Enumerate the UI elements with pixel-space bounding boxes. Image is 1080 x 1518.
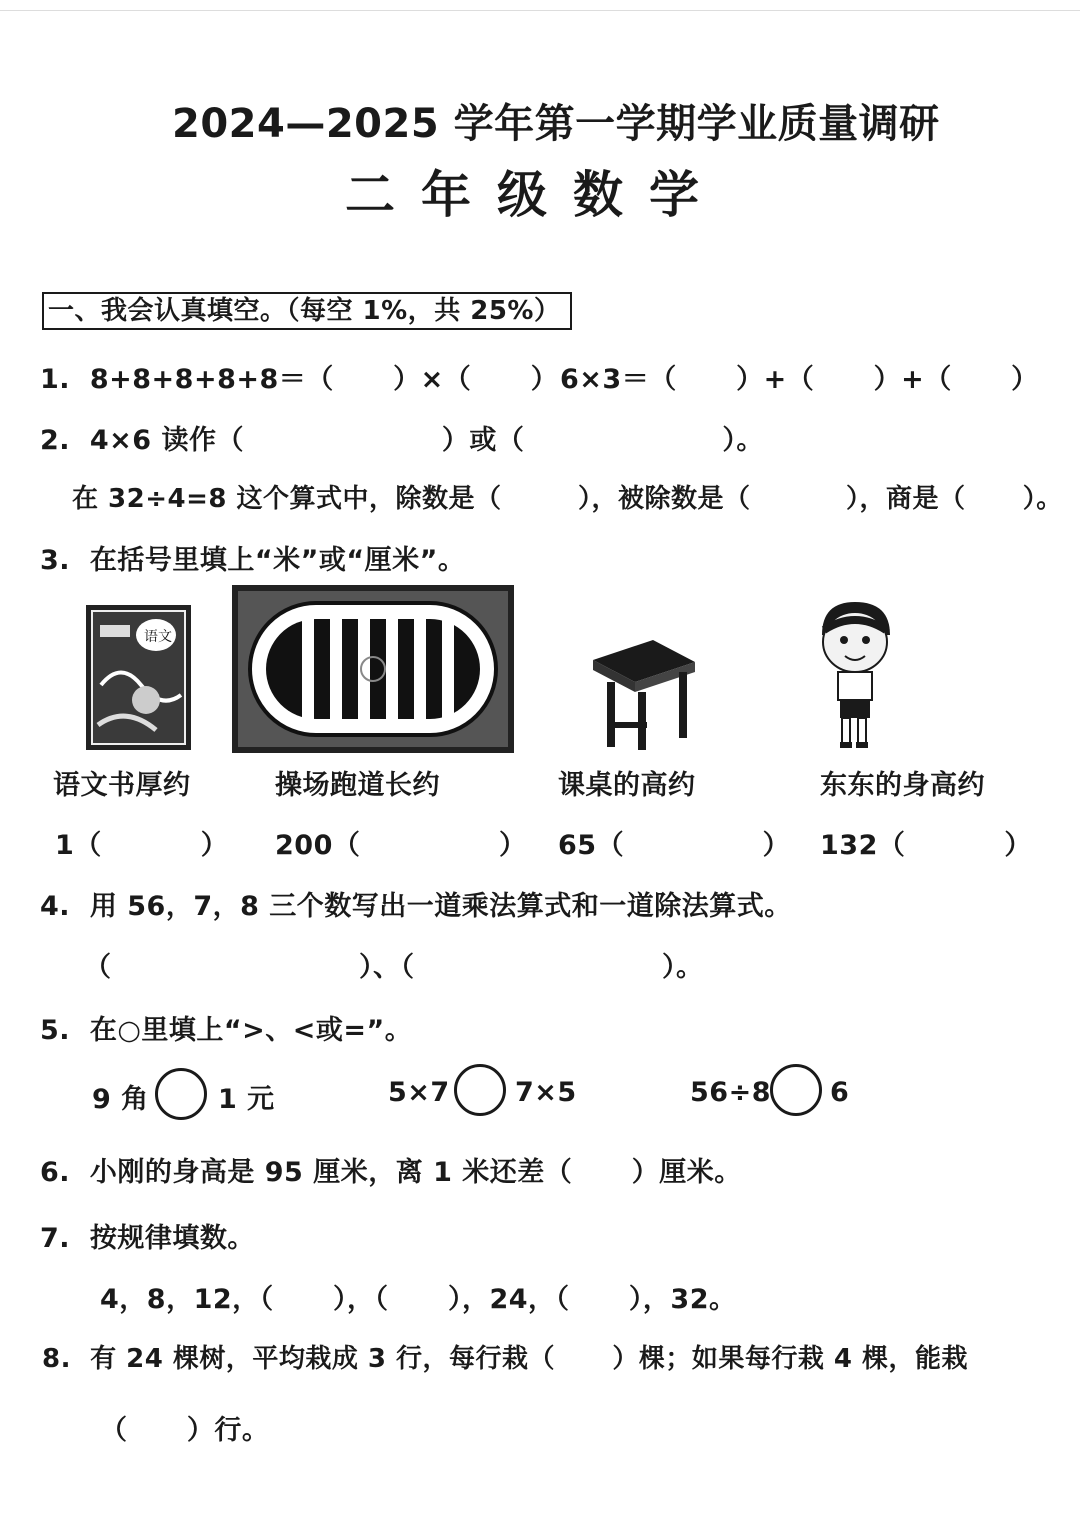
compare-right: 7×5: [515, 1077, 577, 1108]
exam-subject: 二年级数学: [345, 166, 725, 224]
section-heading: 一、我会认真填空。（每空 1%，共 25%）: [42, 292, 572, 330]
compare-circle[interactable]: [770, 1064, 822, 1116]
item-caption: 操场跑道长约: [275, 770, 440, 801]
boy-dongdong-image: [812, 600, 898, 750]
question-8-line2: （ ）行。: [100, 1415, 270, 1446]
question-4-blanks: （ ）、（ ）。: [84, 952, 704, 983]
question-7-sequence: 4，8，12，（ ），（ ），24，（ ），32。: [100, 1284, 737, 1315]
page-top-edge: [0, 0, 1080, 11]
svg-text:语文: 语文: [144, 629, 172, 645]
question-7-prompt: 7. 按规律填数。: [40, 1223, 255, 1254]
question-3-prompt: 3. 在括号里填上“米”或“厘米”。: [40, 545, 466, 576]
compare-circle[interactable]: [155, 1068, 207, 1120]
question-2-line1: 2. 4×6 读作（ ）或（ ）。: [40, 425, 764, 456]
item-caption: 课桌的高约: [558, 770, 696, 801]
compare-left: 9 角: [92, 1084, 149, 1115]
running-track-image: [232, 585, 514, 753]
question-1-right: 6×3＝（ ）+（ ）+（ ）: [560, 364, 1039, 395]
question-5-prompt: 5. 在○里填上“>、<或=”。: [40, 1015, 413, 1046]
item-answer: 200（ ）: [275, 830, 527, 861]
question-8-line1: 8. 有 24 棵树，平均栽成 3 行，每行栽（ ）棵；如果每行栽 4 棵，能栽: [42, 1344, 969, 1374]
exam-title: 2024—2025 学年第一学期学业质量调研: [172, 101, 940, 147]
item-answer: 132（ ）: [820, 830, 1032, 861]
item-answer: 65（ ）: [558, 830, 791, 861]
item-caption: 语文书厚约: [53, 770, 191, 801]
question-2-line2: 在 32÷4=8 这个算式中，除数是（ ），被除数是（ ），商是（ ）。: [72, 484, 1063, 514]
item-answer: 1（ ）: [55, 830, 229, 861]
compare-circle[interactable]: [454, 1064, 506, 1116]
school-desk-image: [583, 640, 698, 752]
compare-left: 5×7: [388, 1077, 450, 1108]
item-caption: 东东的身高约: [820, 770, 985, 801]
question-4-prompt: 4. 用 56，7，8 三个数写出一道乘法算式和一道除法算式。: [40, 891, 792, 922]
question-6: 6. 小刚的身高是 95 厘米，离 1 米还差（ ）厘米。: [40, 1157, 742, 1188]
chinese-book-image: [86, 605, 191, 750]
compare-right: 6: [830, 1077, 850, 1108]
compare-right: 1 元: [218, 1084, 275, 1115]
compare-left: 56÷8: [690, 1077, 771, 1108]
question-1-left: 1. 8+8+8+8+8＝（ ）×（ ）: [40, 364, 559, 395]
